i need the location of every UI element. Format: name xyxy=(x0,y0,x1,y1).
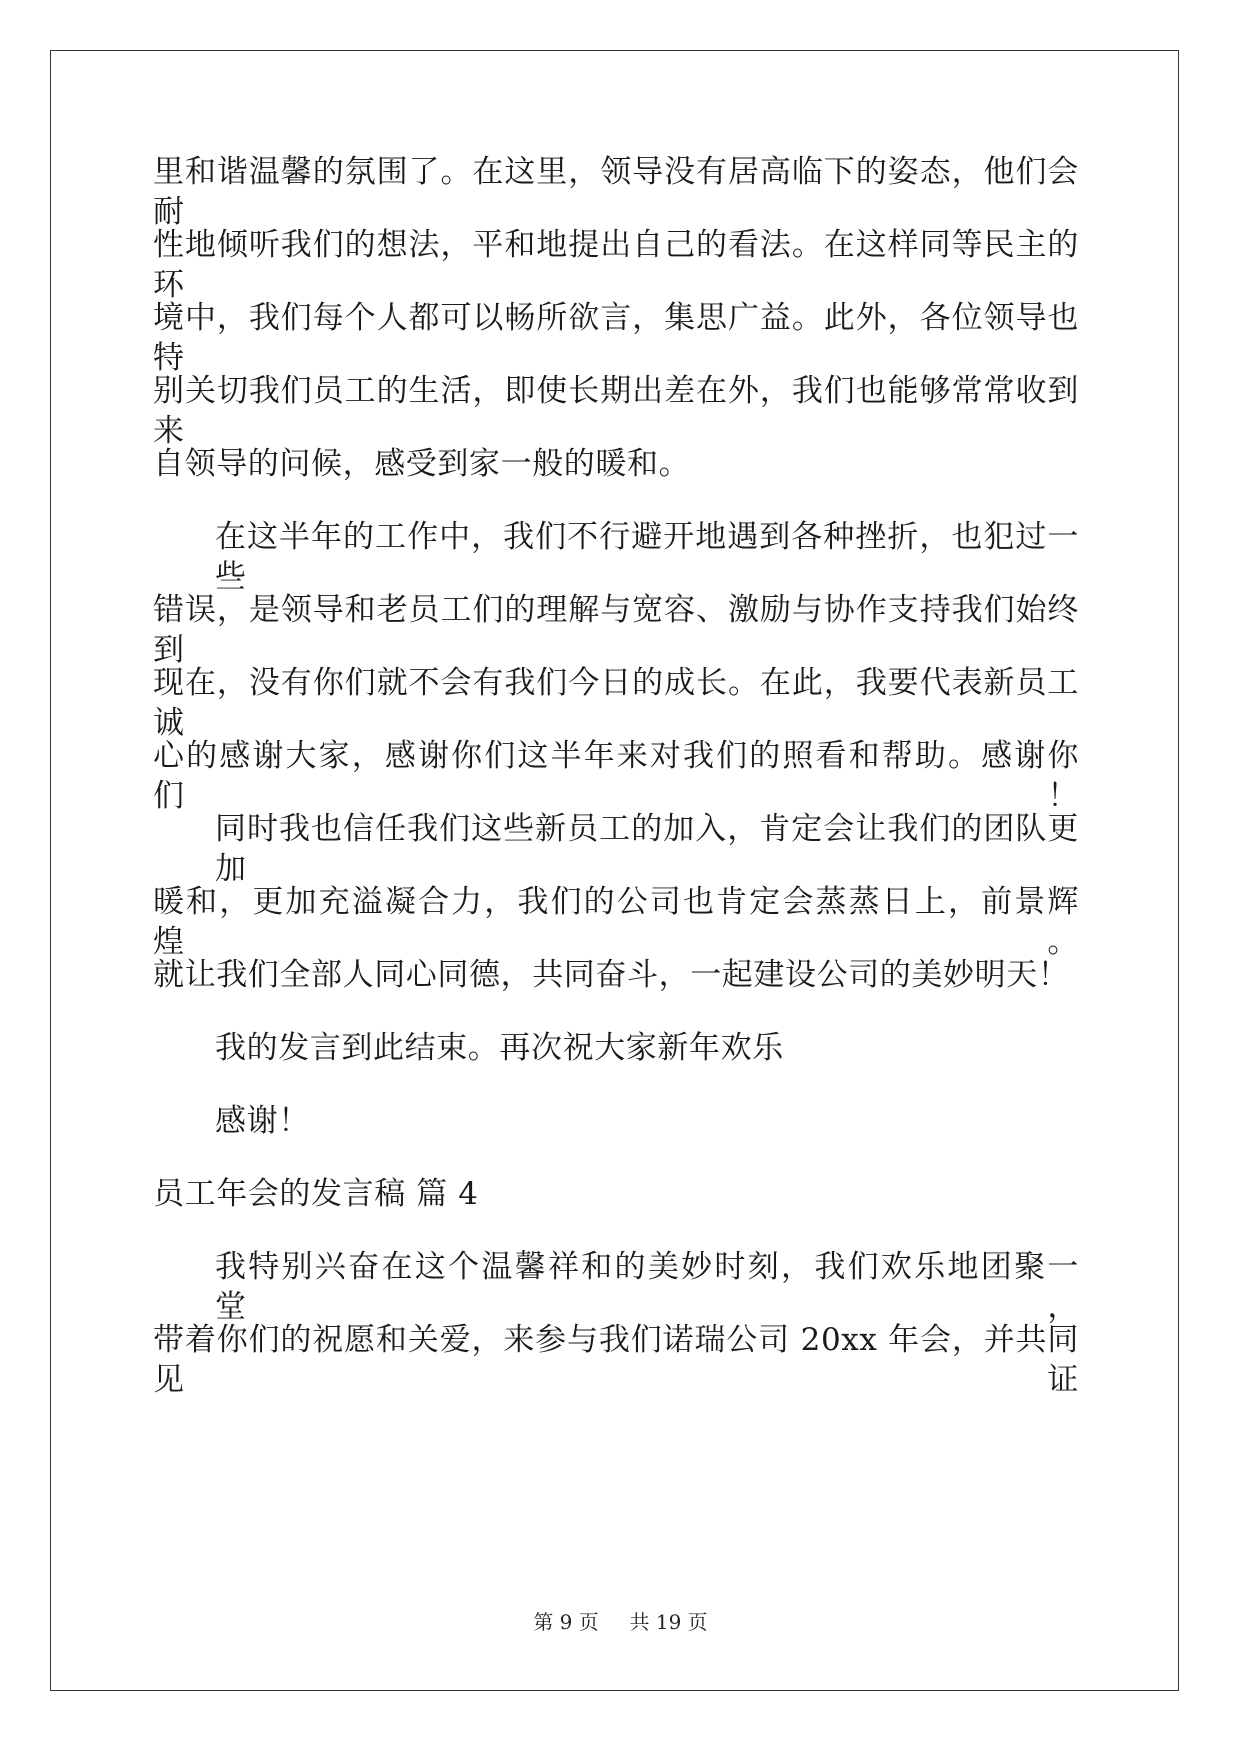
text-line: 就让我们全部人同心同德，共同奋斗，一起建设公司的美妙明天！ xyxy=(153,957,1070,993)
paragraph-first-line: 同时我也信任我们这些新员工的加入，肯定会让我们的团队更加 xyxy=(215,811,1079,887)
text-line: 别关切我们员工的生活，即使长期出差在外，我们也能够常常收到来 xyxy=(153,373,1079,449)
text-line: 自领导的问候，感受到家一般的暖和。 xyxy=(153,446,691,482)
text-line: 心的感谢大家，感谢你们这半年来对我们的照看和帮助。感谢你们！ xyxy=(153,738,1079,814)
text-line: 带着你们的祝愿和关爱，来参与我们诺瑞公司 20xx 年会，并共同见证 xyxy=(153,1322,1079,1398)
paragraph-first-line: 感谢！ xyxy=(215,1103,310,1139)
paragraph-first-line: 我特别兴奋在这个温馨祥和的美妙时刻，我们欢乐地团聚一堂， xyxy=(215,1249,1079,1325)
paragraph-first-line: 在这半年的工作中，我们不行避开地遇到各种挫折，也犯过一些 xyxy=(215,519,1079,595)
text-line: 现在，没有你们就不会有我们今日的成长。在此，我要代表新员工诚 xyxy=(153,665,1079,741)
text-line: 暖和，更加充溢凝合力，我们的公司也肯定会蒸蒸日上，前景辉煌。 xyxy=(153,884,1079,960)
text-line: 错误，是领导和老员工们的理解与宽容、激励与协作支持我们始终到 xyxy=(153,592,1079,668)
paragraph-first-line: 我的发言到此结束。再次祝大家新年欢乐 xyxy=(215,1030,784,1066)
page-number: 第 9 页 xyxy=(533,1610,599,1634)
section-heading: 员工年会的发言稿 篇 4 xyxy=(153,1176,479,1212)
page-total: 共 19 页 xyxy=(629,1610,708,1634)
text-line: 境中，我们每个人都可以畅所欲言，集思广益。此外，各位领导也特 xyxy=(153,300,1079,376)
text-line: 里和谐温馨的氛围了。在这里，领导没有居高临下的姿态，他们会耐 xyxy=(153,154,1079,230)
page-footer xyxy=(0,1610,1241,1634)
text-line: 性地倾听我们的想法，平和地提出自己的看法。在这样同等民主的环 xyxy=(153,227,1079,303)
